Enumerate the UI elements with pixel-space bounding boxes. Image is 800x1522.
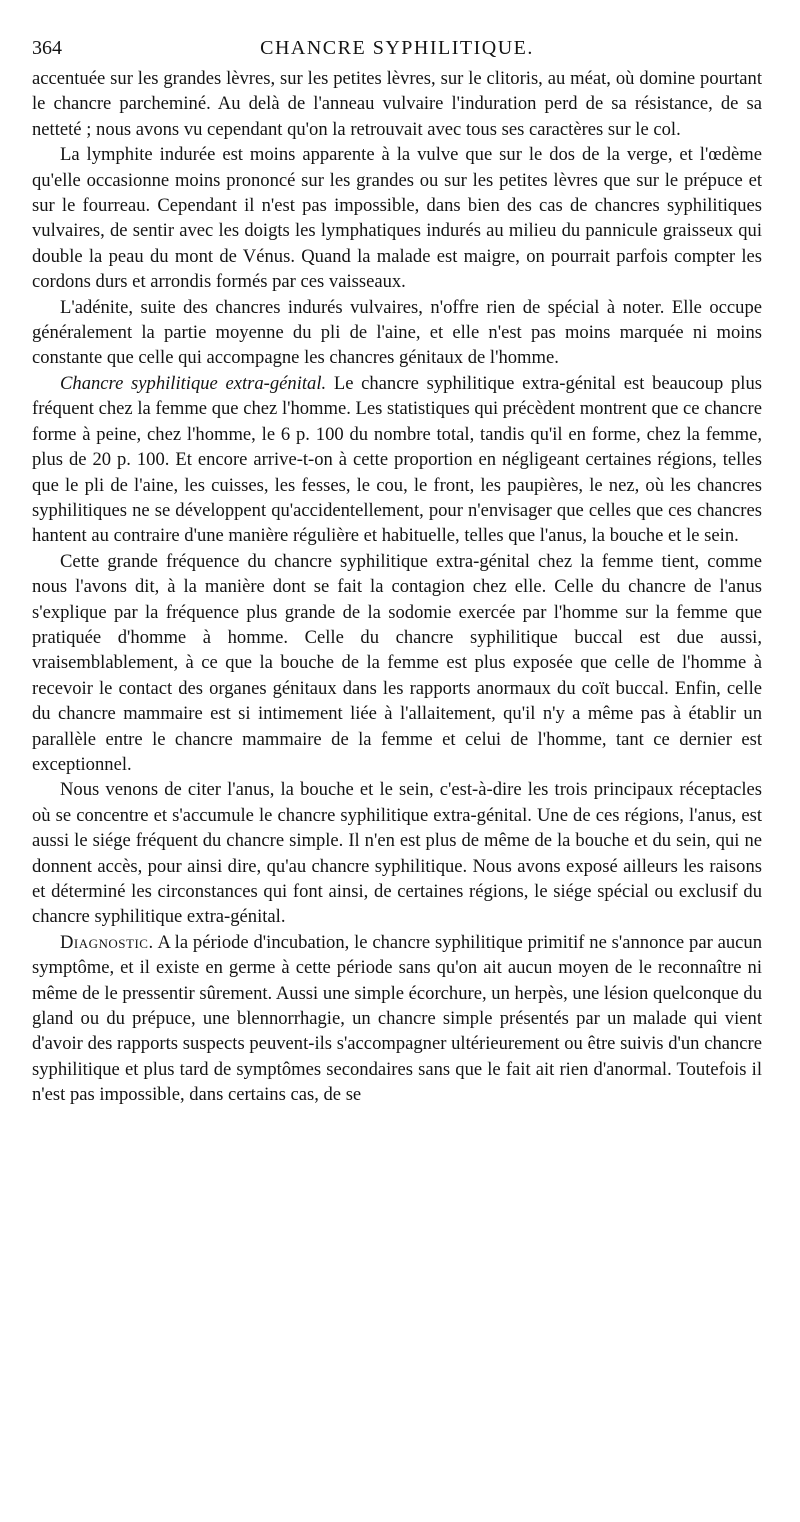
paragraph-text: Nous venons de citer l'anus, la bouche et le sein, c'est-à-dire les trois principaux réceptacles où se concentre et s'accumule le chancre syphilitique extra-génital. Une de ces régions, l'anus, est aussi le siége fréquent du chancre simple. Il n'en est plus de même de la bouche et du sein, qui ne donnent accès, pour ainsi dire, qu'au chancre syphilitique. Nous avons exposé ailleurs les raisons et déterminé les circonstances qui font ainsi, de certaines régions, le siége spécial ou exclusif du chancre syphilitique extra-génital. (32, 779, 762, 928)
section-heading-extra-genital: Chancre syphilitique extra-génital. (60, 372, 327, 394)
paragraph-adenite (32, 295, 762, 371)
running-title: CHANCRE SYPHILITIQUE. (260, 37, 534, 59)
paragraph-receptacles (32, 777, 762, 929)
paragraph-text: Cette grande fréquence du chancre syphilitique extra-génital chez la femme tient, comme nous l'avons dit, à la manière dont se fait la contagion chez elle. Celle du chancre de l'anus s'explique par la fréquence plus grande de la sodomie exercée par l'homme sur la femme que pratiquée d'homme à homme. Celle du chancre syphilitique buccal est due aussi, vraisemblablement, à ce que la bouche de la femme est plus exposée que celle de l'homme à recevoir le contact des organes génitaux dans les rapports anormaux du coït buccal. Enfin, celle du chancre mammaire est si intimement liée à l'allaitement, qu'il n'y a même pas à établir un parallèle entre le chancre mammaire de la femme et celui de l'homme, tant ce dernier est exceptionnel. (32, 550, 762, 775)
body-text (32, 66, 762, 1108)
paragraph-text: L'adénite, suite des chancres indurés vulvaires, n'offre rien de spécial à noter. Elle occupe généralement la partie moyenne du pli de l'aine, et elle n'est pas moins marquée ni moins constante que celle qui accompagne les chancres génitaux de l'homme. (32, 296, 762, 369)
paragraph-extra-genital (32, 371, 762, 549)
paragraph-frequence (32, 549, 762, 778)
paragraph-lymphite (32, 142, 762, 294)
paragraph-text: A la période d'incubation, le chancre syphilitique primitif ne s'annonce par aucun symptôme, et il existe en germe à cette période sans qu'on ait aucun moyen de le reconnaître ni même de le pressentir sûrement. Aussi une simple écorchure, un herpès, une lésion quelconque du gland ou du prépuce, une blennorrhagie, un chancre simple présentés par un malade qui vient d'avoir des rapports suspects peuvent-ils s'accompagner ultérieurement ou être suivis d'un chancre syphilitique et plus tard de symptômes secondaires sans que le fait ait rien d'anormal. Toutefois il n'est pas impossible, dans certains cas, de se (32, 931, 762, 1106)
paragraph-diagnostic (32, 930, 762, 1108)
paragraph-continued (32, 66, 762, 142)
paragraph-text: accentuée sur les grandes lèvres, sur les petites lèvres, sur le clitoris, au méat, où domine pourtant le chancre parcheminé. Au delà de l'anneau vulvaire l'induration perd de sa résistance, de sa netteté ; nous avons vu cependant qu'on la retrouvait avec tous ses caractères sur le col. (32, 68, 762, 140)
paragraph-text: Le chancre syphilitique extra-génital est beaucoup plus fréquent chez la femme que chez l'homme. Les statistiques qui précèdent montrent que ce chancre forme à peine, chez l'homme, le 6 p. 100 du nombre total, tandis qu'il en forme, chez la femme, plus de 20 p. 100. Et encore arrive-t-on à cette proportion en négligeant certaines régions, telles que le pli de l'aine, les cuisses, les fesses, le cou, le front, les paupières, le nez, où les chancres syphilitiques ne se développent qu'accidentellement, pour n'envisager que celles que ces chancres hantent au contraire d'une manière régulière et habituelle, telles que l'anus, la bouche et le sein. (32, 372, 762, 547)
paragraph-text: La lymphite indurée est moins apparente à la vulve que sur le dos de la verge, et l'œdème qu'elle occasionne moins prononcé sur les grandes ou sur les petites lèvres que sur le prépuce et sur le fourreau. Cependant il n'est pas impossible, dans bien des cas de chancres syphilitiques vulvaires, de sentir avec les doigts les lymphatiques indurés au milieu du pannicule graisseux qui double la peau du mont de Vénus. Quand la malade est maigre, on pourrait parfois compter les cordons durs et arrondis formés par ces vaisseaux. (32, 144, 762, 293)
page-number: 364 (32, 37, 62, 59)
section-heading-diagnostic: Diagnostic. (60, 931, 154, 953)
running-head (32, 30, 762, 66)
